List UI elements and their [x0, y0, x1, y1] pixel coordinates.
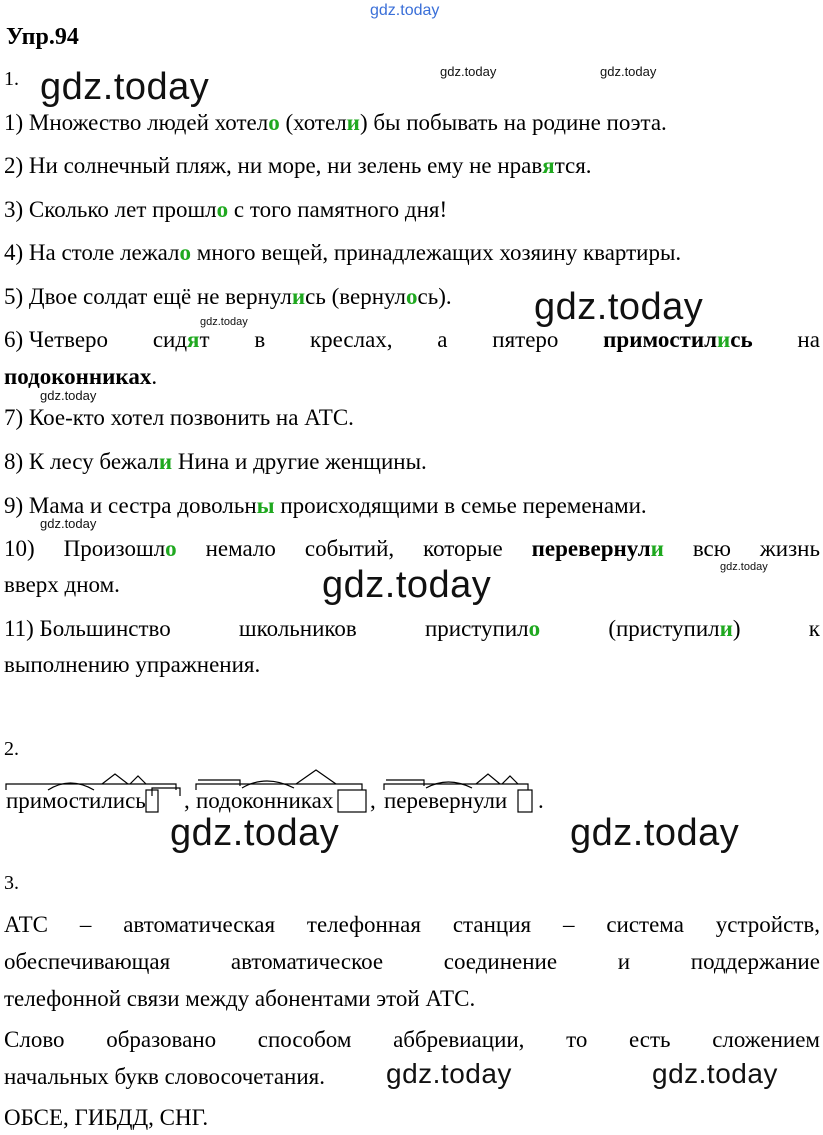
watermark-big: gdz.today [386, 1058, 512, 1089]
sentence-text: начальных букв словосочетания. [4, 1064, 326, 1089]
word: АТС [4, 912, 48, 937]
word: жизнь [759, 536, 820, 561]
ending-highlight: я [187, 327, 200, 352]
word: – [562, 912, 575, 937]
part-number: 2. [4, 738, 19, 760]
word-part: сь [730, 327, 753, 352]
ending-highlight: о [165, 536, 177, 561]
sentence-text: 7) Кое-кто хотел позвонить на АТС. [4, 405, 354, 430]
sentence-text: выполнению упражнения. [4, 652, 261, 677]
sentence-text: происходящими в семье переменами. [274, 493, 647, 518]
word: станция [452, 912, 532, 937]
sentence-text: (хотел [279, 110, 347, 135]
word: обеспечивающая [4, 949, 171, 974]
sentence-8 [4, 449, 427, 475]
morph-ending-box [338, 790, 366, 812]
word-part: приступил [424, 616, 529, 641]
word: 6) Четверо [4, 327, 109, 352]
word: система [606, 912, 684, 937]
part-number: 3. [4, 872, 19, 894]
definition-line-2 [4, 949, 820, 975]
ending-highlight: и [346, 110, 360, 135]
sentence-6-cont [4, 364, 157, 390]
word: поддержание [690, 949, 820, 974]
word: которые [423, 536, 503, 561]
morph-word: перевернули [384, 788, 508, 813]
watermark-big: gdz.today [534, 286, 704, 328]
sentence-text: тся. [554, 153, 592, 178]
sentence-text: Нина и другие женщины. [172, 449, 427, 474]
morph-word: примостились [6, 788, 146, 813]
sentence-text: 9) Мама и сестра довольн [4, 493, 257, 518]
word: автоматическая [123, 912, 276, 937]
word: образовано [106, 1027, 217, 1052]
definition-line-1 [4, 912, 820, 938]
word: способом [257, 1027, 352, 1052]
sentence-text: ) бы побывать на родине поэта. [359, 110, 667, 135]
sentence-text: 8) К лесу бежал [4, 449, 159, 474]
word: то [566, 1027, 588, 1052]
formation-line-2 [4, 1064, 325, 1090]
word: Слово [4, 1027, 65, 1052]
ending-highlight: я [542, 153, 555, 178]
word: аббревиации, [393, 1027, 525, 1052]
watermark-big: gdz.today [570, 812, 740, 854]
morph-word: подоконниках [196, 788, 334, 813]
watermark-top: gdz.today [370, 2, 440, 19]
sentence-11 [4, 616, 820, 642]
word: а [437, 327, 448, 352]
word: школьников [238, 616, 357, 641]
morph-end: . [538, 788, 544, 813]
watermark-big: gdz.today [170, 812, 340, 854]
ending-highlight: о [179, 240, 192, 265]
ending-highlight: и [719, 616, 733, 641]
morph-separator: , [370, 788, 376, 813]
word-part: ) [732, 616, 741, 641]
watermark-small: gdz.today [200, 316, 248, 328]
sentence-10-cont [4, 572, 120, 598]
watermark-big: gdz.today [322, 564, 492, 606]
sentence-text: вверх дном. [4, 572, 120, 597]
morph-suffix-mark [476, 774, 518, 784]
sentence-text: телефонной связи между абонентами этой АТС. [4, 986, 476, 1011]
sentence-text: подоконниках [4, 364, 152, 389]
sentence-9 [4, 493, 647, 519]
word: автоматическое [230, 949, 384, 974]
word [603, 327, 752, 353]
morph-suffix-mark [296, 770, 336, 784]
ending-highlight: и [291, 284, 306, 309]
sentence-text: сь (вернул [305, 284, 406, 309]
word [425, 616, 540, 642]
word: соединение [443, 949, 558, 974]
morph-prefix-mark [198, 780, 240, 786]
sentence-11-cont [4, 652, 260, 678]
ending-highlight: о [528, 616, 541, 641]
sentence-6 [4, 327, 820, 353]
sentence-3 [4, 197, 447, 223]
word: телефонная [306, 912, 421, 937]
word-part: сид [152, 327, 188, 352]
sentence-10 [4, 536, 820, 562]
word: 11) Большинство [4, 616, 171, 641]
ending-highlight: о [406, 284, 418, 309]
watermark-big: gdz.today [652, 1058, 778, 1089]
morph-suffix-mark [102, 774, 146, 784]
watermark-big: gdz.today [40, 66, 210, 108]
word: всю [692, 536, 731, 561]
word: 10) [4, 536, 35, 561]
watermark-small: gdz.today [440, 64, 497, 79]
sentence-text: . [151, 364, 158, 389]
sentence-text: 2) Ни солнечный пляж, ни море, ни зелень ему не нрав [4, 153, 543, 178]
sentence-1 [4, 110, 667, 136]
morph-separator: , [184, 788, 190, 813]
sentence-text: сь). [417, 284, 452, 309]
word-part: перевернул [531, 536, 651, 561]
morpheme-analysis [4, 768, 564, 828]
word: в [254, 327, 266, 352]
ending-highlight: и [650, 536, 664, 561]
word-part: (приступил [608, 616, 720, 641]
word: событий, [304, 536, 395, 561]
sentence-text: 1) Множество людей хотел [4, 110, 269, 135]
watermark-small: gdz.today [40, 388, 97, 403]
ending-highlight: о [268, 110, 280, 135]
morph-prefix-mark [386, 780, 424, 786]
part-number: 1. [4, 68, 19, 90]
definition-line-3 [4, 986, 475, 1012]
watermark-small: gdz.today [40, 516, 97, 531]
word [64, 536, 177, 562]
ending-highlight: и [158, 449, 173, 474]
morph-ending-box [518, 790, 532, 812]
word: на [797, 327, 820, 352]
word [608, 616, 740, 642]
examples-line [4, 1105, 208, 1131]
word: есть [629, 1027, 671, 1052]
sentence-2 [4, 153, 592, 179]
sentence-text: с того памятного дня! [228, 197, 448, 222]
word: немало [205, 536, 276, 561]
word: пятеро [492, 327, 559, 352]
word [153, 327, 210, 353]
word-part: т [199, 327, 210, 352]
ending-highlight: о [216, 197, 229, 222]
sentence-text: ОБСЕ, ГИБДД, СНГ. [4, 1105, 209, 1130]
word: – [79, 912, 92, 937]
word: креслах, [309, 327, 393, 352]
formation-line-1 [4, 1027, 820, 1053]
sentence-text: 5) Двое солдат ещё не вернул [4, 284, 292, 309]
ending-highlight: и [717, 327, 731, 352]
sentence-text: много вещей, принадлежащих хозяину квартиры. [191, 240, 682, 265]
sentence-5 [4, 284, 452, 310]
ending-highlight: ы [256, 493, 275, 518]
watermark-small: gdz.today [720, 561, 768, 573]
word: устройств, [715, 912, 820, 937]
exercise-title: Упр.94 [6, 24, 79, 50]
watermark-small: gdz.today [600, 64, 657, 79]
sentence-text: 3) Сколько лет прошл [4, 197, 217, 222]
word-part: Произошл [63, 536, 166, 561]
word: сложением [712, 1027, 820, 1052]
sentence-text: 4) На столе лежал [4, 240, 180, 265]
word: к [808, 616, 820, 641]
word-part: примостил [603, 327, 717, 352]
sentence-4 [4, 240, 681, 266]
word: и [617, 949, 631, 974]
word [532, 536, 664, 562]
sentence-7 [4, 405, 354, 431]
